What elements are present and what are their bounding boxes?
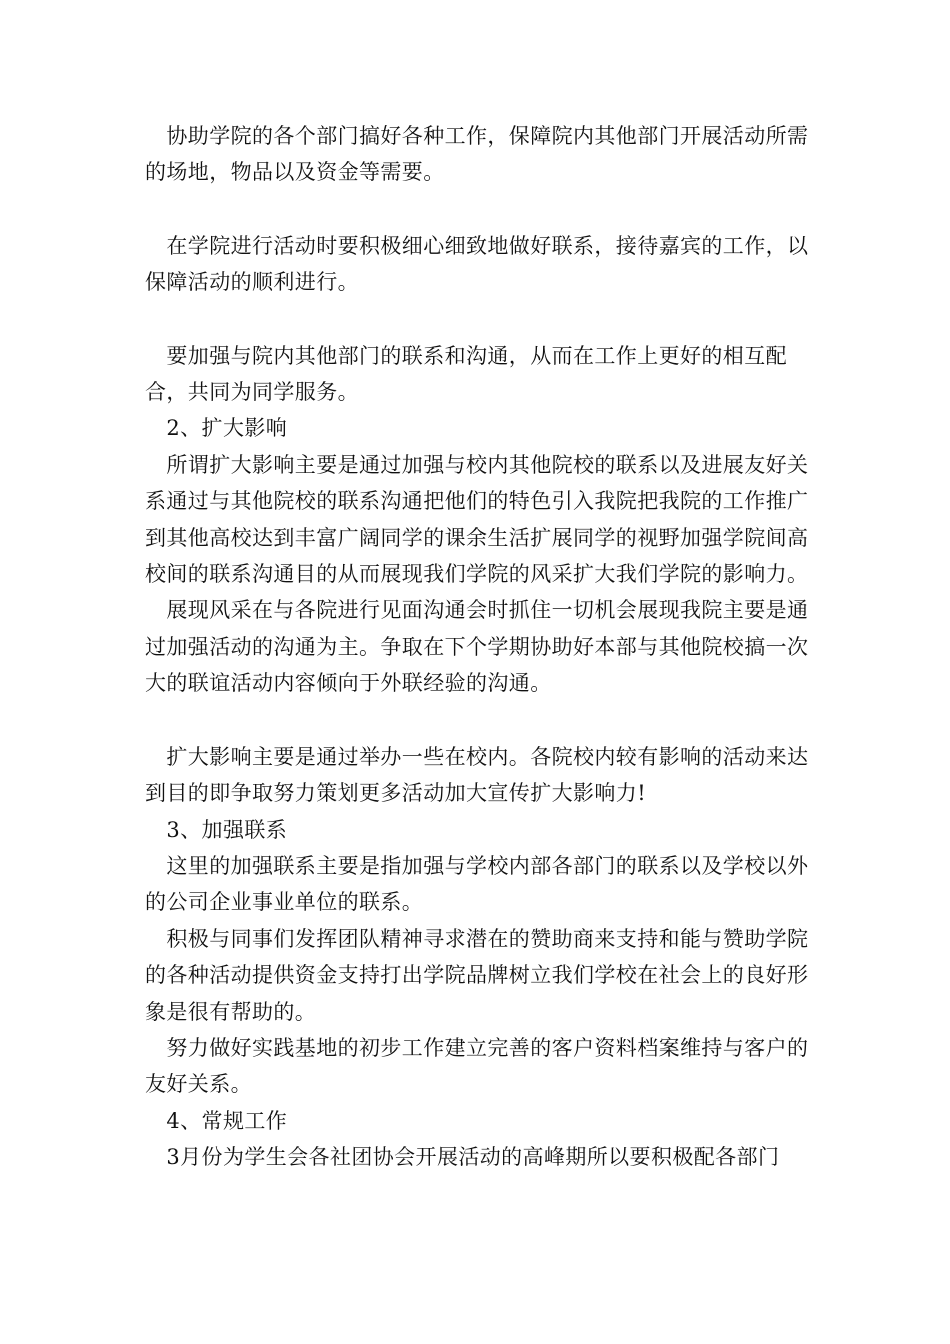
paragraph-spacer bbox=[145, 191, 825, 228]
paragraph-strengthen-communication: 要加强与院内其他部门的联系和沟通，从而在工作上更好的相互配合，共同为同学服务。 bbox=[145, 343, 787, 405]
document-body bbox=[145, 118, 825, 1176]
paragraph-expand-influence-intro: 所谓扩大影响主要是通过加强与校内其他院校的联系以及进展友好关系通过与其他院校的联系沟通把他们的特色引入我院把我院的工作推广到其他高校达到丰富广阔同学的课余生活扩展同学的视野加强学院间高校间的联系沟通目的从而展现我们学院的风采扩大我们学院的影响力。 bbox=[145, 452, 809, 587]
section-heading-expand-influence: 2、扩大影响 bbox=[145, 416, 288, 441]
paragraph-expand-influence-activities: 扩大影响主要是通过举办一些在校内。各院校内较有影响的活动来达到目的即争取努力策划更多活动加大宣传扩大影响力! bbox=[145, 744, 809, 806]
paragraph-march-activities: 3月份为学生会各社团协会开展活动的高峰期所以要积极配各部门 bbox=[145, 1145, 780, 1170]
section-heading-strengthen-contact: 3、加强联系 bbox=[145, 817, 288, 842]
paragraph-activity-liaison: 在学院进行活动时要积极细心细致地做好联系，接待嘉宾的工作，以保障活动的顺利进行。 bbox=[145, 233, 809, 295]
section-heading-routine-work: 4、常规工作 bbox=[145, 1108, 288, 1133]
paragraph-support-departments: 协助学院的各个部门搞好各种工作，保障院内其他部门开展活动所需的场地，物品以及资金等需要。 bbox=[145, 124, 809, 185]
paragraph-client-relations: 努力做好实践基地的初步工作建立完善的客户资料档案维持与客户的友好关系。 bbox=[145, 1035, 809, 1097]
paragraph-spacer bbox=[145, 702, 825, 739]
paragraph-sponsorship: 积极与同事们发挥团队精神寻求潜在的赞助商来支持和能与赞助学院的各种活动提供资金支持打出学院品牌树立我们学校在社会上的良好形象是很有帮助的。 bbox=[145, 926, 809, 1024]
paragraph-showcase-style: 展现风采在与各院进行见面沟通会时抓住一切机会展现我院主要是通过加强活动的沟通为主。争取在下个学期协助好本部与其他院校搞一次大的联谊活动内容倾向于外联经验的沟通。 bbox=[145, 598, 809, 696]
paragraph-spacer bbox=[145, 301, 825, 338]
paragraph-contact-scope: 这里的加强联系主要是指加强与学校内部各部门的联系以及学校以外的公司企业事业单位的联系。 bbox=[145, 853, 809, 915]
